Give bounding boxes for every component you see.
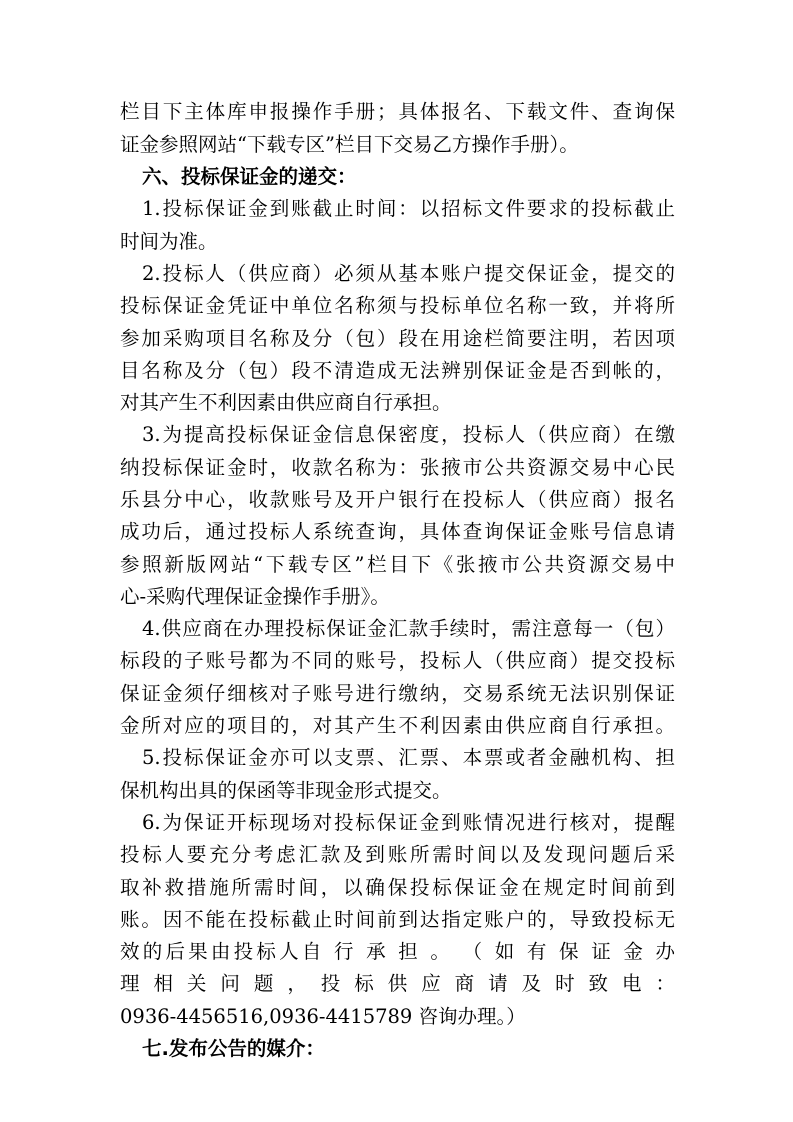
intro-line: 栏目下主体库申报操作手册；具体报名、下载文件、查询保 (120, 100, 675, 123)
body-line: 参加采购项目名称及分（包）段在用途栏简要注明，若因项 (120, 327, 675, 350)
body-line: 保机构出具的保函等非现金形式提交。 (120, 779, 452, 802)
body-line: 投标保证金凭证中单位名称须与投标单位名称一致，并将所 (120, 294, 675, 317)
body-line: 保证金须仔细核对子账号进行缴纳，交易系统无法识别保证 (120, 682, 675, 705)
body-line: 4.供应商在办理投标保证金汇款手续时，需注意每一（包） (142, 617, 675, 640)
body-line: 效的后果由投标人自 行 承 担 。 （ 如 有 保 证 金 办 (120, 940, 675, 963)
body-line: 乐县分中心，收款账号及开户银行在投标人（供应商）报名 (120, 488, 675, 511)
body-line: 1.投标保证金到账截止时间：以招标文件要求的投标截止 (142, 197, 675, 220)
body-line: 参照新版网站“下载专区”栏目下《张掖市公共资源交易中 (120, 553, 675, 576)
intro-line: 证金参照网站“下载专区”栏目下交易乙方操作手册）。 (120, 133, 579, 156)
body-line: 时间为准。 (120, 230, 218, 253)
body-line: 投标人要充分考虑汇款及到账所需时间以及发现问题后采 (120, 843, 675, 866)
section-heading-deposit: 六、投标保证金的递交： (142, 165, 357, 188)
body-line: 理 相 关 问 题 ， 投 标 供 应 商 请 及 时 致 电 ： (120, 972, 675, 995)
body-line: 对其产生不利因素由供应商自行承担。 (120, 391, 452, 414)
body-line: 5.投标保证金亦可以支票、汇票、本票或者金融机构、担 (142, 746, 675, 769)
body-line: 取补救措施所需时间，以确保投标保证金在规定时间前到 (120, 876, 675, 899)
body-line: 目名称及分（包）段不清造成无法辨别保证金是否到帐的， (120, 359, 675, 382)
section-heading-media: 七.发布公告的媒介： (142, 1037, 325, 1060)
phone-numbers-line: 0936-4456516,0936-4415789 咨询办理。） (120, 1005, 526, 1028)
body-line: 6.为保证开标现场对投标保证金到账情况进行核对，提醒 (142, 811, 675, 834)
body-line: 金所对应的项目的，对其产生不利因素由供应商自行承担。 (120, 714, 675, 737)
body-line: 3.为提高投标保证金信息保密度，投标人（供应商）在缴 (142, 423, 675, 446)
body-line: 标段的子账号都为不同的账号，投标人（供应商）提交投标 (120, 649, 675, 672)
body-line: 心-采购代理保证金操作手册》。 (120, 585, 390, 608)
body-line: 纳投标保证金时，收款名称为：张掖市公共资源交易中心民 (120, 456, 675, 479)
body-line: 账。因不能在投标截止时间前到达指定账户的，导致投标无 (120, 908, 675, 931)
body-line: 2.投标人（供应商）必须从基本账户提交保证金，提交的 (142, 262, 675, 285)
body-line: 成功后，通过投标人系统查询，具体查询保证金账号信息请 (120, 520, 675, 543)
